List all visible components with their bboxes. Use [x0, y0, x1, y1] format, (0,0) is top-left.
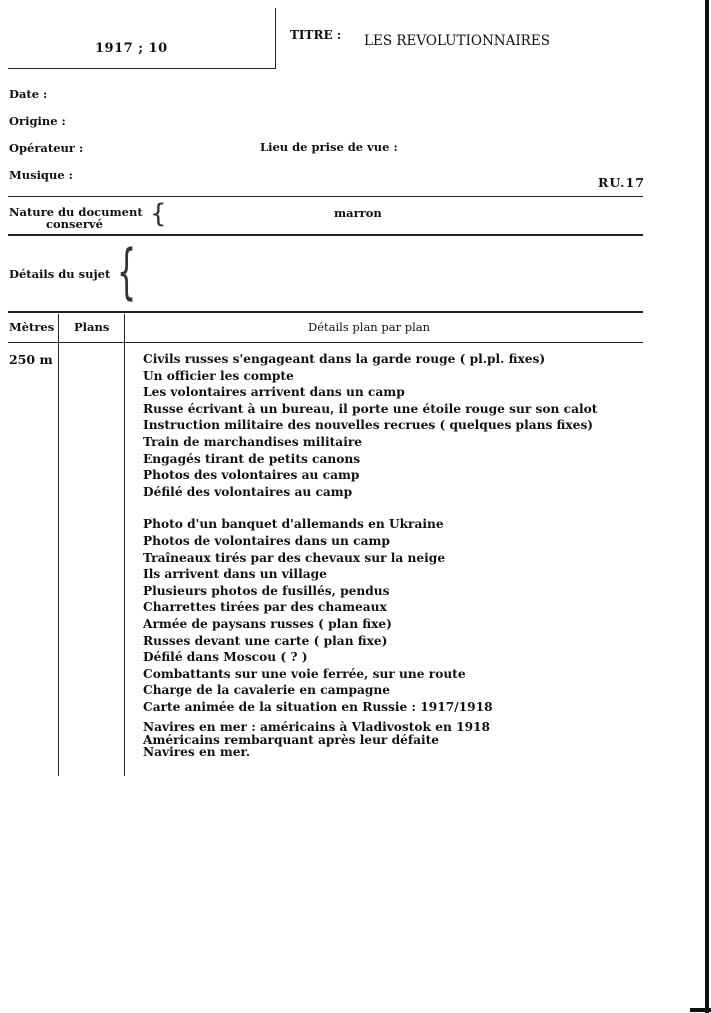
detail-item: Plusieurs photos de fusillés, pendus	[143, 583, 390, 598]
detail-item: Défilé des volontaires au camp	[143, 484, 353, 499]
detail-item: Carte animée de la situation en Russie : 1917/1918	[143, 699, 493, 714]
date-label: Date :	[9, 87, 48, 101]
detail-item: Défilé dans Moscou ( ? )	[143, 650, 308, 665]
detail-item: Russes devant une carte ( plan fixe)	[143, 633, 388, 648]
col-header-metres: Mètres	[9, 320, 55, 334]
detail-item: Engagés tirant de petits canons	[143, 451, 361, 466]
details-list	[143, 351, 597, 759]
header-box-bottom-border	[8, 68, 276, 69]
nature-left-brace: {	[150, 199, 167, 229]
archive-code: RU.17	[598, 175, 645, 190]
sujet-left-brace: {	[117, 237, 137, 307]
detail-item: Photo d'un banquet d'allemands en Ukraine	[143, 517, 444, 532]
nature-label-line2: conservé	[46, 217, 103, 231]
title-label: TITRE :	[290, 28, 342, 42]
col-separator-1	[58, 314, 59, 776]
detail-item: Américains rembarquant après leur défaite	[143, 732, 440, 747]
nature-label: Nature du document	[9, 205, 143, 219]
musique-label: Musique :	[9, 168, 73, 182]
detail-item: Navires en mer : américains à Vladivostok en 1918	[143, 720, 491, 735]
detail-item: Charrettes tirées par des chameaux	[143, 600, 387, 615]
detail-item: Ils arrivent dans un village	[143, 567, 327, 582]
detail-item: Navires en mer.	[143, 745, 251, 760]
detail-item: Civils russes s'engageant dans la garde rouge ( pl.pl. fixes)	[143, 352, 546, 366]
operateur-label: Opérateur :	[9, 141, 84, 155]
detail-item: Train de marchandises militaire	[143, 434, 362, 449]
detail-item: Charge de la cavalerie en campagne	[143, 683, 391, 698]
detail-item: Photos de volontaires dans un camp	[143, 533, 390, 548]
detail-item: Traîneaux tirés par des chevaux sur la neige	[143, 550, 446, 565]
detail-item: Combattants sur une voie ferrée, sur une route	[143, 666, 466, 681]
nature-divider	[8, 234, 643, 236]
col-separator-2	[124, 314, 125, 776]
metres-value: 250 m	[9, 352, 53, 367]
fields-divider	[8, 196, 643, 197]
header-box-right-border	[275, 8, 276, 69]
nature-value: marron	[334, 206, 382, 220]
lieu-label: Lieu de prise de vue :	[260, 140, 398, 154]
group-spacer	[143, 500, 597, 516]
page-edge-bottom	[690, 1008, 711, 1012]
detail-item: Les volontaires arrivent dans un camp	[143, 385, 405, 400]
table-header-divider	[8, 342, 643, 343]
col-header-plans: Plans	[74, 320, 110, 334]
origine-label: Origine :	[9, 114, 66, 128]
sujet-divider	[8, 311, 643, 313]
page-edge-right	[705, 0, 709, 1013]
document-reference: 1917 ; 10	[95, 41, 168, 56]
title-value: LES REVOLUTIONNAIRES	[364, 33, 550, 49]
sujet-label: Détails du sujet	[9, 267, 111, 281]
detail-item: Un officier les compte	[143, 368, 294, 383]
col-header-details: Détails plan par plan	[308, 320, 431, 334]
detail-item: Russe écrivant à un bureau, il porte une étoile rouge sur son calot	[143, 401, 598, 416]
detail-item: Instruction militaire des nouvelles recrues ( quelques plans fixes)	[143, 418, 594, 433]
detail-item: Photos des volontaires au camp	[143, 468, 360, 483]
detail-item: Armée de paysans russes ( plan fixe)	[143, 616, 392, 631]
